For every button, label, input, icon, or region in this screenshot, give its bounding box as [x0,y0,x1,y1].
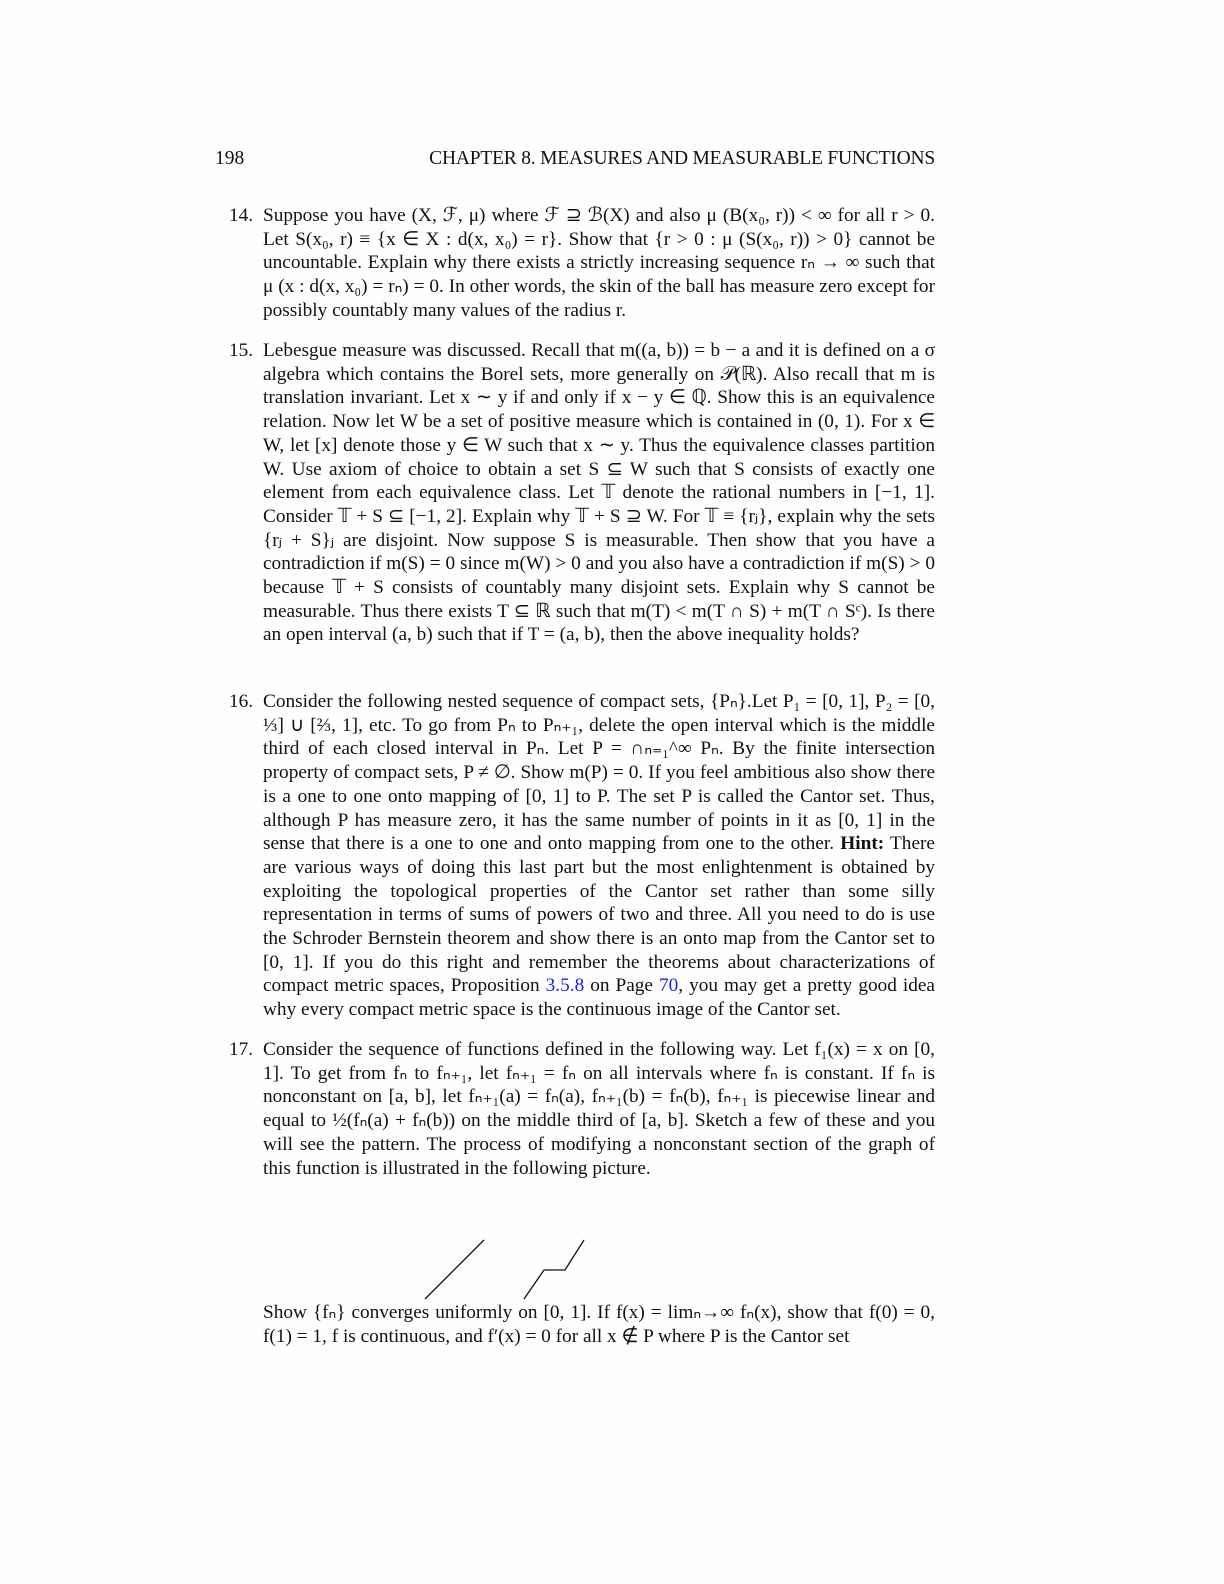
problem-15 [229,339,935,647]
problem-text: Consider the sequence of functions defined in the following way. Let f₁(x) = x on [0, 1]. To get from fₙ to fₙ₊₁, let fₙ₊₁ = fₙ on all intervals where fₙ is constant. If fₙ is nonconstant on [a, b], let fₙ₊₁(a) = fₙ(a), fₙ₊₁(b) = fₙ(b), fₙ₊₁ is piecewise linear and equal to ½(fₙ(a) + fₙ(b)) on the middle third of [a, b]. Sketch a few of these and you will see the pattern. The process of modifying a nonconstant section of the graph of this function is illustrated in the following picture. [263,1039,935,1179]
page-link[interactable]: 70 [659,975,679,997]
problem-text: Lebesgue measure was discussed. Recall that m((a, b)) = b − a and it is defined on a σ algebra which contains the Borel sets, more generally on 𝒫(ℝ). Also recall that m is translation invariant. Let x ∼ y if and only if x − y ∈ ℚ. Show this is an equivalence relation. Now let W be a set of positive measure which is contained in (0, 1). For x ∈ W, let [x] denote those y ∈ W such that x ∼ y. Thus the equivalence classes partition W. Use axiom of choice to obtain a set S ⊆ W such that S consists of exactly one element from each equivalence class. Let 𝕋 denote the rational numbers in [−1, 1]. Consider 𝕋 + S ⊆ [−1, 2]. Explain why 𝕋 + S ⊇ W. For 𝕋 ≡ {rⱼ}, explain why the sets {rⱼ + S}ⱼ are disjoint. Now suppose S is measurable. Then show that you have a contradiction if m(S) = 0 since m(W) > 0 and you also have a contradiction if m(S) > 0 because 𝕋 + S consists of countably many disjoint sets. Explain why S cannot be measurable. Thus there exists T ⊆ ℝ such that m(T) < m(T ∩ S) + m(T ∩ Sᶜ). Is there an open interval (a, b) such that if T = (a, b), then the above inequality holds? [263,340,935,646]
problem-17 [229,1038,935,1180]
original-segment [425,1240,484,1299]
problem-number: 14. [229,205,254,226]
problem-17-continuation: Show {fₙ} converges uniformly on [0, 1]. If f(x) = limₙ→∞ fₙ(x), show that f(0) = 0, f(1) = 1, f is continuous, and f′(x) = 0 for all x ∉ P where P is the Cantor set [263,1302,935,1347]
problem-number: 16. [229,691,254,712]
problem-text: Suppose you have (X, ℱ, μ) where ℱ ⊇ ℬ(X) and also μ (B(x₀, r)) < ∞ for all r > 0. Let S(x₀, r) ≡ {x ∈ X : d(x, x₀) = r}. Show that {r > 0 : μ (S(x₀, r)) > 0} cannot be uncountable. Explain why there exists a strictly increasing sequence rₙ → ∞ such that μ (x : d(x, x₀) = rₙ) = 0. In other words, the skin of the ball has measure zero except for possibly countably many values of the radius r. [263,205,935,321]
hint-text: There are various ways of doing this last part but the most enlightenment is obtained by exploiting the topological properties of the Cantor set rather than some silly representation in terms of sums of powers of two and three. All you need to do is use the Schroder Bernstein theorem and show there is an onto map from the Cantor set to [0, 1]. If you do this right and remember the theorems about characterizations of compact metric spaces, Proposition [263,833,935,997]
proposition-link[interactable]: 3.5.8 [545,975,585,997]
problem-text-main: Consider the following nested sequence of compact sets, {Pₙ}.Let P₁ = [0, 1], P₂ = [0, ⅓] ∪ [⅔, 1], etc. To go from Pₙ to Pₙ₊₁, delete the open interval which is the middle third of each closed interval in Pₙ. Let P = ∩ₙ₌₁^∞ Pₙ. By the finite intersection property of compact sets, P ≠ ∅. Show m(P) = 0. If you feel ambitious also show there is a one to one onto mapping of [0, 1] to P. The set P is called the Cantor set. Thus, although P has measure zero, it has the same number of points in it as [0, 1] in the sense that there is a one to one and onto mapping from one to the other. [263,691,935,855]
problem-16 [229,690,935,1022]
chapter-title: CHAPTER 8. MEASURES AND MEASURABLE FUNCTIONS [429,148,935,169]
hint-text: on Page [590,975,653,997]
modified-segment [524,1240,584,1299]
page-number: 198 [215,148,245,169]
problem-number: 15. [229,340,254,361]
function-modification-figure [400,1220,600,1310]
hint-label: Hint: [840,833,885,855]
problem-14 [229,204,935,323]
hint-text: , you may get a pretty good idea why every compact metric space is the continuous image of the Cantor set. [263,975,935,1021]
problem-text [263,690,935,1022]
problem-number: 17. [229,1039,254,1060]
